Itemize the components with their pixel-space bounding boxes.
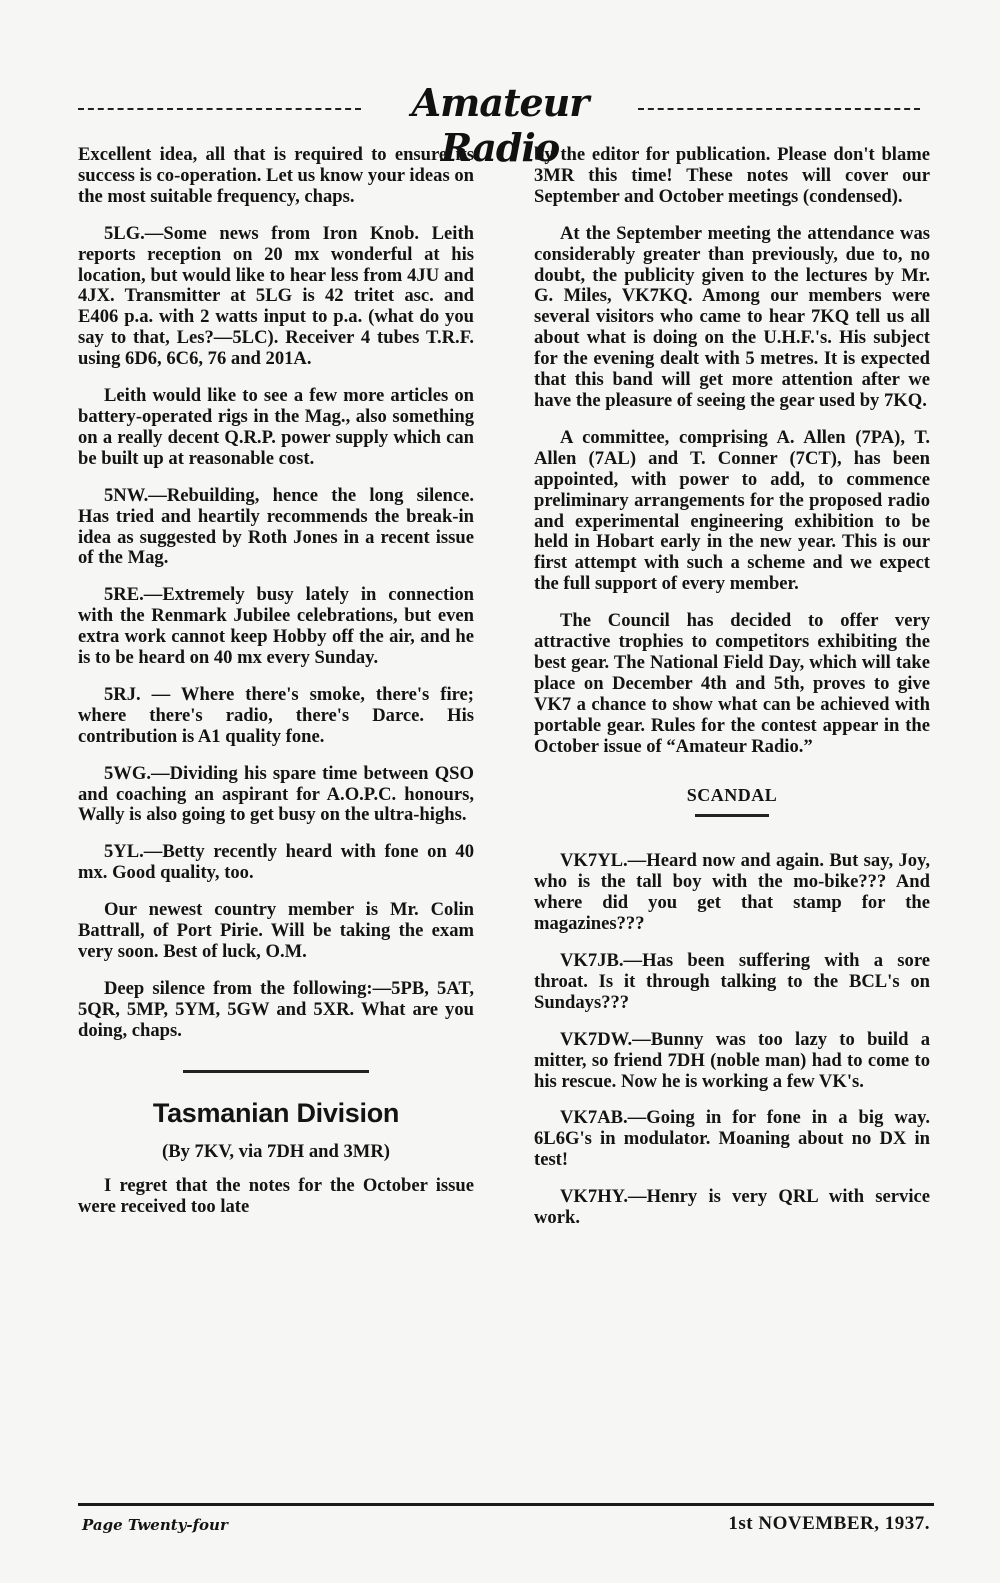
section-divider [183,1070,369,1073]
paragraph: The Council has decided to offer very attractive trophies to competitors exhibiting the best gear. The National Field Day, which will take place on December 4th and 5th, proves to give VK7 a chance to show what can be achieved with portable gear. Rules for the contest appear in the October issue of “Amateur Radio.” [534,610,930,757]
magazine-title: Amateur Radio [411,80,589,170]
scandal-divider [695,814,769,817]
scandal-item: VK7AB.—Going in for fone in a big way. 6L6G's in modulator. Moaning about no DX in test! [534,1107,930,1171]
paragraph: Our newest country member is Mr. Colin Battrall, of Port Pirie. Will be taking the exam very soon. Best of luck, O.M. [78,899,474,962]
left-column [78,145,474,1234]
paragraph: 5LG.—Some news from Iron Knob. Leith reports reception on 20 mx wonderful at his location, but would like to hear less from 4JU and 4JX. Transmitter at 5LG is 42 tritet asc. and E406 p.a. with 2 watts input to p.a. (what do you say to that, Les?—5LC). Receiver 4 tubes T.R.F. using 6D6, 6C6, 76 and 201A. [78,222,474,370]
scandal-item: VK7JB.—Has been suffering with a sore throat. Is it through talking to the BCL's on Sundays??? [534,950,930,1013]
masthead [78,80,920,170]
page-number: Page Twenty-four [82,1516,228,1534]
paragraph: I regret that the notes for the October issue were received too late [78,1175,474,1218]
paragraph: 5WG.—Dividing his spare time between QSO and coaching an aspirant for A.O.P.C. honours, Wally is also going to get busy on the ultra-highs. [78,762,474,826]
paragraph: A committee, comprising A. Allen (7PA), T. Allen (7AL) and T. Conner (7CT), has been appointed, with power to add, to commence preliminary arrangements for the proposed radio and experimental engineering exhibition to be held in Hobart early in the new year. This is our first attempt with such a scheme and we expect the full support of every member. [534,426,930,595]
paragraph: Excellent idea, all that is required to ensure its success is co-operation. Let us know your ideas on the most suitable frequency, chaps. [78,144,474,207]
paragraph: At the September meeting the attendance was considerably greater than previously, due to, no doubt, the publicity given to the lectures by Mr. G. Miles, VK7KQ. Among our members were several visitors who came to hear 7KQ tell us all about what is doing on the U.H.F.'s. His subject for the evening dealt with 5 metres. It is expected that this band will get more attention after we have the pleasure of seeing the gear used by 7KQ. [534,222,930,411]
byline: (By 7KV, via 7DH and 3MR) [162,1140,390,1162]
right-column [534,145,930,1245]
scandal-item: VK7DW.—Bunny was too lazy to build a mitter, so friend 7DH (noble man) had to come to his rescue. Now he is working a few VK's. [534,1028,930,1092]
scandal-item: VK7YL.—Heard now and again. But say, Joy, who is the tall boy with the mo-bike??? And where did you get that stamp for the magazines??? [534,850,930,935]
paragraph: 5NW.—Rebuilding, hence the long silence. Has tried and heartily recommends the break-in idea as suggested by Roth Jones in a recent issue of the Mag. [78,484,474,569]
paragraph: Deep silence from the following:—5PB, 5AT, 5QR, 5MP, 5YM, 5GW and 5XR. What are you doing, chaps. [78,977,474,1041]
issue-date: 1st NOVEMBER, 1937. [728,1513,930,1534]
scandal-item: VK7HY.—Henry is very QRL with service work. [534,1186,930,1229]
paragraph: by the editor for publication. Please don't blame 3MR this time! These notes will cover our September and October meetings (condensed). [534,144,930,207]
section-heading: Tasmanian Division [152,1097,400,1128]
paragraph: 5YL.—Betty recently heard with fone on 40 mx. Good quality, too. [78,841,474,884]
scandal-heading: SCANDAL [686,785,778,806]
masthead-rule-right [638,108,920,110]
paragraph: 5RJ. — Where there's smoke, there's fire; where there's radio, there's Darce. His contribution is A1 quality fone. [78,683,474,747]
footer-rule [78,1503,934,1506]
paragraph: 5RE.—Extremely busy lately in connection with the Renmark Jubilee celebrations, but even extra work cannot keep Hobby off the air, and he is to be heard on 40 mx every Sunday. [78,584,474,669]
paragraph: Leith would like to see a few more articles on battery-operated rigs in the Mag., also something on a really decent Q.R.P. power supply which can be built up at reasonable cost. [78,385,474,469]
masthead-rule-left [78,108,361,110]
